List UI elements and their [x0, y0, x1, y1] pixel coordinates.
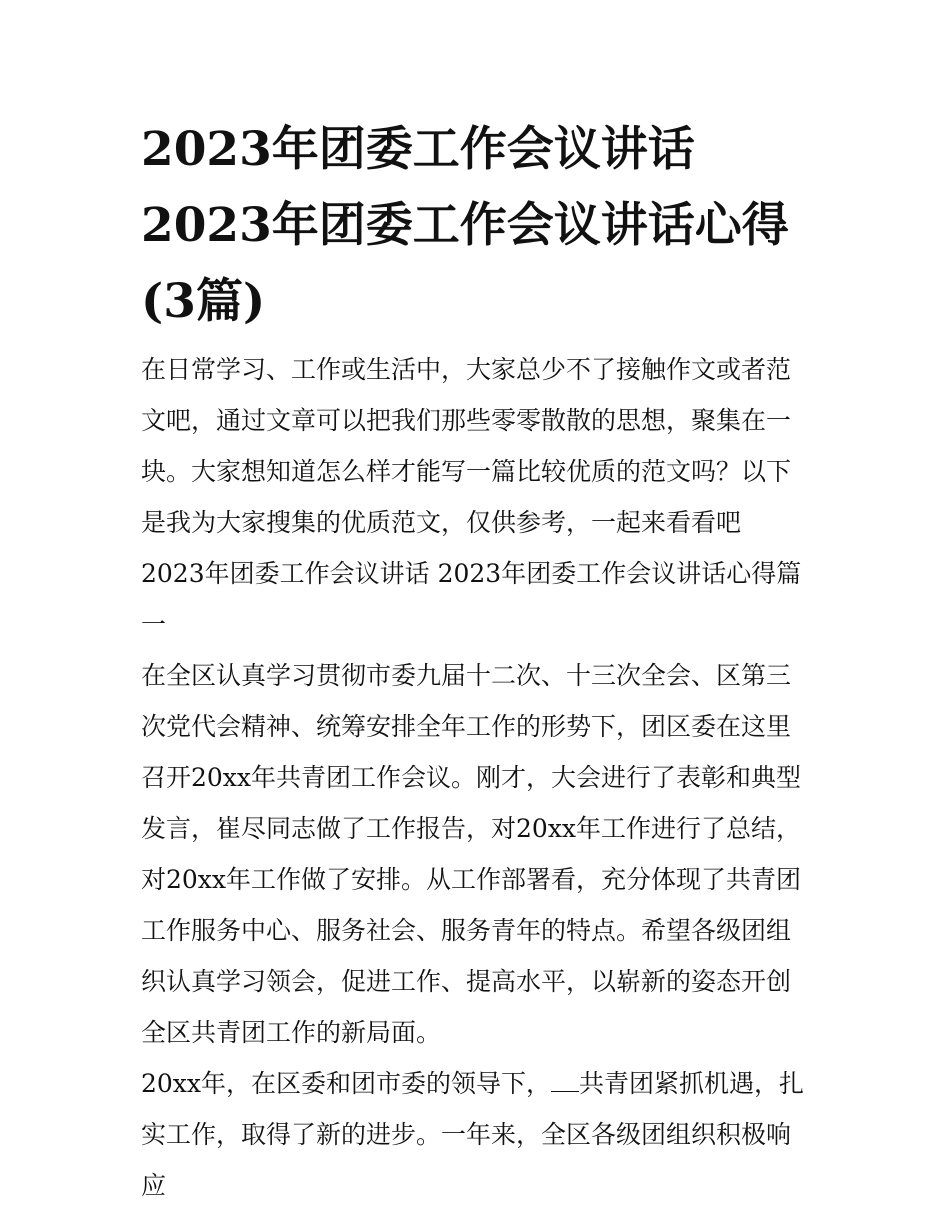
- speech-paragraph-2: [141, 1058, 811, 1211]
- document-title: [141, 112, 811, 340]
- document-body: [141, 344, 811, 1211]
- speech-paragraph-2-start: 20xx年，在区委和团市委的领导下，: [141, 1069, 552, 1098]
- speech-paragraph-1: 在全区认真学习贯彻市委九届十二次、十三次全会、区第三次党代会精神、统筹安排全年工作的形势下，团区委在这里召开20xx年共青团工作会议。刚才，大会进行了表彰和典型发言，崔尽同志做了工作报告，对20xx年工作进行了总结，对20xx年工作做了安排。从工作部署看，充分体现了共青团工作服务中心、服务社会、服务青年的特点。希望各级团组织认真学习领会，促进工作、提高水平，以崭新的姿态开创全区共青团工作的新局面。: [141, 661, 802, 1047]
- title-line-3: (3篇): [141, 274, 266, 329]
- blank-underline: [551, 1073, 579, 1092]
- document-page: [141, 112, 811, 1211]
- title-line-1: 2023年团委工作会议讲话: [141, 122, 695, 177]
- title-line-2: 2023年团委工作会议讲话心得: [141, 198, 789, 253]
- section-heading: 2023年团委工作会议讲话 2023年团委工作会议讲话心得篇一: [141, 559, 802, 639]
- speech-paragraph-2-rest: 共青团紧抓机遇，扎实工作，取得了新的进步。一年来，全区各级团组织积极响应: [141, 1069, 805, 1200]
- intro-paragraph: 在日常学习、工作或生活中，大家总少不了接触作文或者范文吧，通过文章可以把我们那些零零散散的思想，聚集在一块。大家想知道怎么样才能写一篇比较优质的范文吗？以下是我为大家搜集的优质范文，仅供参考，一起来看看吧: [141, 355, 792, 537]
